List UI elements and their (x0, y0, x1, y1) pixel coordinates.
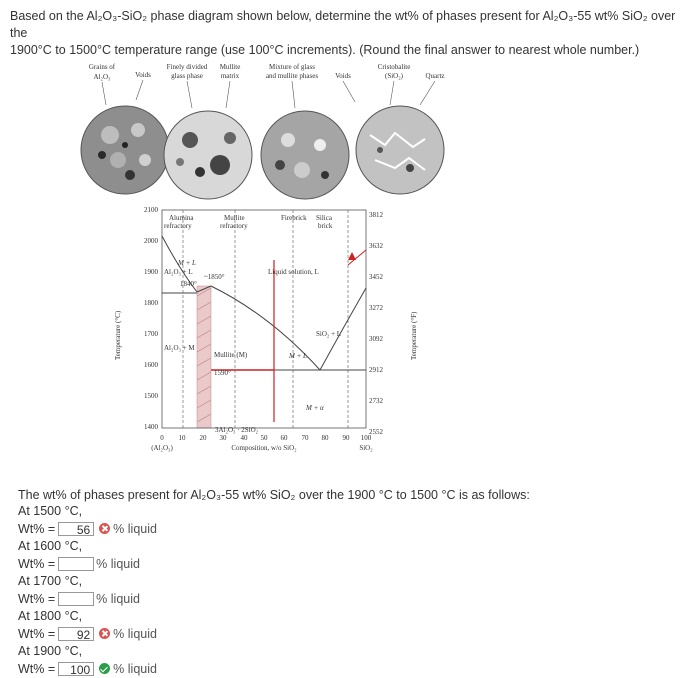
xtick-4: 40 (240, 434, 248, 442)
ytick-c-3: 1800 (144, 299, 158, 307)
temp-1840: 1840° (180, 280, 197, 288)
answer-row-1700 (18, 589, 530, 608)
answer-input-1800[interactable]: 92 (58, 627, 94, 641)
micrograph-glass-mullite (261, 111, 349, 199)
region-mullite-ref-2: refractory (220, 222, 248, 230)
y-right-label: Temperature (°F) (410, 311, 418, 360)
x-axis-label: Composition, w/o SiO₂ (231, 444, 297, 452)
temp-label-1500: At 1500 °C, (18, 504, 83, 518)
region-al2o3-l: Al₂O₃ + L (164, 268, 193, 276)
temp-1850: ~1850° (204, 273, 225, 281)
label-sio2: (SiO₂) (385, 72, 403, 80)
compound-label: 3Al₂O₃ · 2SiO₂ (215, 426, 259, 434)
micrograph-cristobalite (356, 106, 444, 194)
micrograph-alumina (81, 106, 169, 194)
xtick-6: 60 (280, 434, 288, 442)
ytick-c-0: 2100 (144, 206, 158, 214)
question-line-2: 1900°C to 1500°C temperature range (use 100°C increments). (Round the final answer to nearest whole number.) (10, 43, 640, 57)
xtick-1: 10 (178, 434, 186, 442)
incorrect-icon (99, 523, 110, 534)
label-voids-2: Voids (335, 72, 351, 80)
question-line-1: Based on the Al₂O₃-SiO₂ phase diagram shown below, determine the wt% of phases present for Al₂O₃-55 wt% SiO₂ over the (10, 9, 676, 40)
answer-input-1900[interactable]: 100 (58, 662, 94, 676)
ytick-f-7: 2552 (369, 428, 383, 436)
incorrect-icon (99, 628, 110, 639)
temp-label-1700: At 1700 °C, (18, 574, 83, 588)
region-mullite: Mullite (M) (214, 351, 248, 359)
answer-row-1900 (18, 659, 530, 678)
wt-label: Wt% = (18, 626, 56, 641)
wt-label: Wt% = (18, 556, 56, 571)
phase-diagram-figure (80, 60, 460, 480)
label-voids-1: Voids (135, 71, 151, 79)
y-left-label: Temperature (°C) (114, 310, 122, 360)
label-mixture: Mixture of glass (269, 63, 315, 71)
answer-row-1800 (18, 624, 530, 643)
unit-label: % liquid (113, 661, 157, 676)
ytick-f-4: 3092 (369, 335, 383, 343)
xtick-5: 50 (260, 434, 268, 442)
xtick-0: 0 (160, 434, 164, 442)
label-matrix: matrix (220, 72, 240, 80)
x-left-label: (Al₂O₃) (151, 444, 173, 452)
x-right-label: SiO₂ (359, 444, 373, 452)
ytick-f-1: 3632 (369, 242, 383, 250)
ytick-f-6: 2732 (369, 397, 383, 405)
region-liquid: Liquid solution, L (268, 268, 319, 276)
correct-icon (99, 663, 110, 674)
temp-label-1600: At 1600 °C, (18, 539, 83, 553)
region-firebrick: Firebrick (281, 214, 307, 222)
ytick-c-4: 1700 (144, 330, 158, 338)
xtick-8: 80 (321, 434, 329, 442)
temp-1590: 1590° (214, 369, 231, 377)
label-grains: Grains of (88, 63, 116, 71)
region-m-l-top: M + L (178, 259, 196, 267)
temp-label-1900: At 1900 °C, (18, 644, 83, 658)
label-glass: glass phase (171, 72, 203, 80)
ytick-c-2: 1900 (144, 268, 158, 276)
answers-section (18, 487, 530, 678)
label-mullite: Mullite (219, 63, 241, 71)
region-brick: brick (318, 222, 333, 230)
answer-row-1500 (18, 519, 530, 538)
answers-intro: The wt% of phases present for Al₂O₃-55 wt% SiO₂ over the 1900 °C to 1500 °C is as follows: (18, 488, 530, 502)
unit-label: % liquid (113, 521, 157, 536)
label-cristobalite: Cristobalite (377, 63, 411, 71)
label-finely: Finely divided (166, 63, 208, 71)
xtick-7: 70 (301, 434, 309, 442)
region-alumina: Alumina (169, 214, 194, 222)
label-mixture-2: and mullite phases (265, 72, 319, 80)
label-quartz: Quartz (425, 72, 445, 80)
ytick-c-1: 2000 (144, 237, 158, 245)
ytick-c-7: 1400 (144, 423, 158, 431)
micrograph-labels (89, 63, 445, 81)
ytick-c-5: 1600 (144, 361, 158, 369)
unit-label: % liquid (96, 556, 140, 571)
region-sio2-l: SiO₂ + L (316, 330, 342, 338)
ytick-f-3: 3272 (369, 304, 383, 312)
region-alumina-2: refractory (164, 222, 192, 230)
phase-diagram (114, 206, 418, 452)
unit-label: % liquid (113, 626, 157, 641)
answer-row-1600 (18, 554, 530, 573)
xtick-9: 90 (342, 434, 350, 442)
region-m-alpha: M + α (306, 404, 324, 412)
answer-input-1700[interactable] (58, 592, 94, 606)
ytick-f-0: 3812 (369, 211, 383, 219)
micrograph-mullite (164, 111, 252, 199)
region-mullite-ref: Mullite (224, 214, 245, 222)
region-silica: Silica (316, 214, 332, 222)
xtick-10: 100 (360, 434, 372, 442)
question-text (10, 8, 690, 59)
answer-input-1500[interactable]: 56 (58, 522, 94, 536)
wt-label: Wt% = (18, 591, 56, 606)
answer-input-1600[interactable] (58, 557, 94, 571)
ytick-f-2: 3452 (369, 273, 383, 281)
unit-label: % liquid (96, 591, 140, 606)
ytick-f-5: 2912 (369, 366, 383, 374)
wt-label: Wt% = (18, 521, 56, 536)
wt-label: Wt% = (18, 661, 56, 676)
ytick-c-6: 1500 (144, 392, 158, 400)
label-grains-2: Al₂O₃ (93, 73, 111, 81)
region-m-plus-l: M + L (289, 352, 307, 360)
xtick-3: 30 (219, 434, 227, 442)
region-al2o3-m: Al₂O₃ + M (164, 344, 195, 352)
xtick-2: 20 (199, 434, 207, 442)
temp-label-1800: At 1800 °C, (18, 609, 83, 623)
